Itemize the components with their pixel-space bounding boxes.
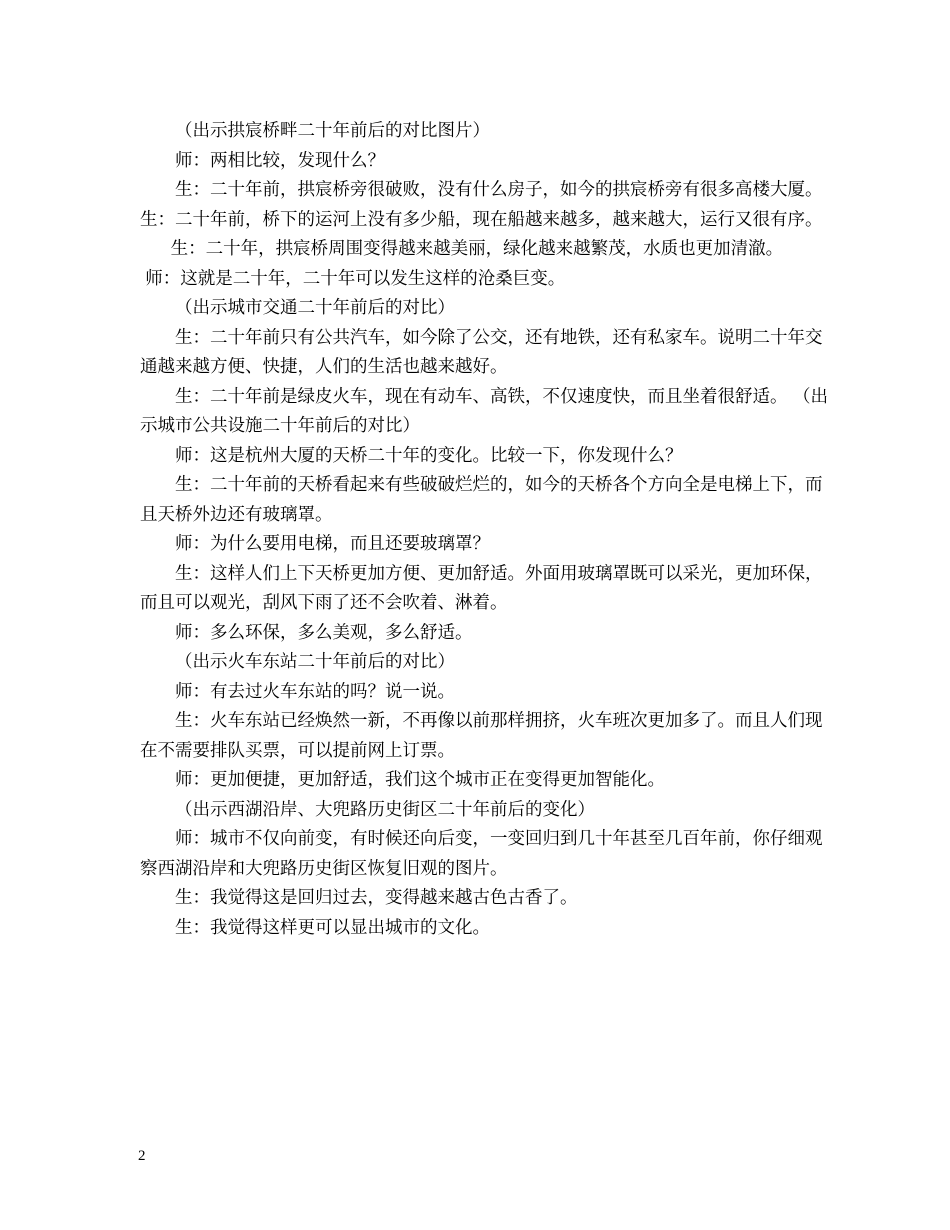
paragraph-3: 生：二十年前，拱宸桥旁很破败，没有什么房子，如今的拱宸桥旁有很多高楼大厦。 生：二十年前，桥下的运河上没有多少船，现在船越来越多，越来越大，运行又很有序。 — [140, 180, 829, 230]
paragraph-12: 生：这样人们上下天桥更加方便、更加舒适。外面用玻璃罩既可以采光，更加环保，而且可以观光，刮风下雨了还不会吹着、淋着。 — [140, 563, 823, 613]
paragraph-16: 生：火车东站已经焕然一新，不再像以前那样拥挤，火车班次更加多了。而且人们现在不需要排队买票，可以提前网上订票。 — [140, 711, 823, 761]
paragraph-17: 师：更加便捷，更加舒适，我们这个城市正在变得更加智能化。 — [175, 770, 665, 790]
paragraph-1: （出示拱宸桥畔二十年前后的对比图片） — [175, 121, 490, 141]
paragraph-15: 师：有去过火车东站的吗？说一说。 — [175, 681, 455, 702]
paragraph-11: 师：为什么要用电梯，而且还要玻璃罩？ — [175, 534, 490, 554]
paragraph-7: 生：二十年前只有公共汽车，如今除了公交，还有地铁，还有私家车。说明二十年交通越来越方便、快捷，人们的生活也越来越好。 — [140, 327, 823, 377]
paragraph-14: （出示火车东站二十年前后的对比） — [175, 652, 455, 672]
paragraph-8: 生：二十年前是绿皮火车，现在有动车、高铁，不仅速度快，而且坐着很舒适。 （出示城市公共设施二十年前后的对比） — [140, 386, 829, 436]
paragraph-18: （出示西湖沿岸、大兜路历史街区二十年前后的变化） — [175, 799, 595, 820]
paragraph-9: 师：这是杭州大厦的天桥二十年的变化。比较一下，你发现什么？ — [175, 445, 683, 466]
paragraph-6: （出示城市交通二十年前后的对比） — [175, 298, 455, 318]
paragraph-10: 生：二十年前的天桥看起来有些破破烂烂的，如今的天桥各个方向全是电梯上下，而且天桥外边还有玻璃罩。 — [140, 475, 823, 525]
paragraph-5: 师：这就是二十年，二十年可以发生这样的沧桑巨变。 — [145, 268, 566, 289]
paragraph-21: 生：我觉得这样更可以显出城市的文化。 — [175, 917, 490, 938]
page-number: 2 — [138, 1148, 146, 1164]
paragraph-13: 师：多么环保，多么美观，多么舒适。 — [175, 622, 473, 643]
paragraph-19: 师：城市不仅向前变，有时候还向后变，一变回归到几十年甚至几百年前，你仔细观察西湖沿岸和大兜路历史街区恢复旧观的图片。 — [140, 829, 823, 879]
paragraph-4: 生：二十年，拱宸桥周围变得越来越美丽，绿化越来越繁茂，水质也更加清澈。 — [170, 239, 784, 259]
paragraph-2: 师：两相比较，发现什么？ — [175, 150, 385, 171]
paragraph-20: 生：我觉得这是回归过去，变得越来越古色古香了。 — [175, 888, 578, 908]
document-body — [140, 117, 830, 943]
